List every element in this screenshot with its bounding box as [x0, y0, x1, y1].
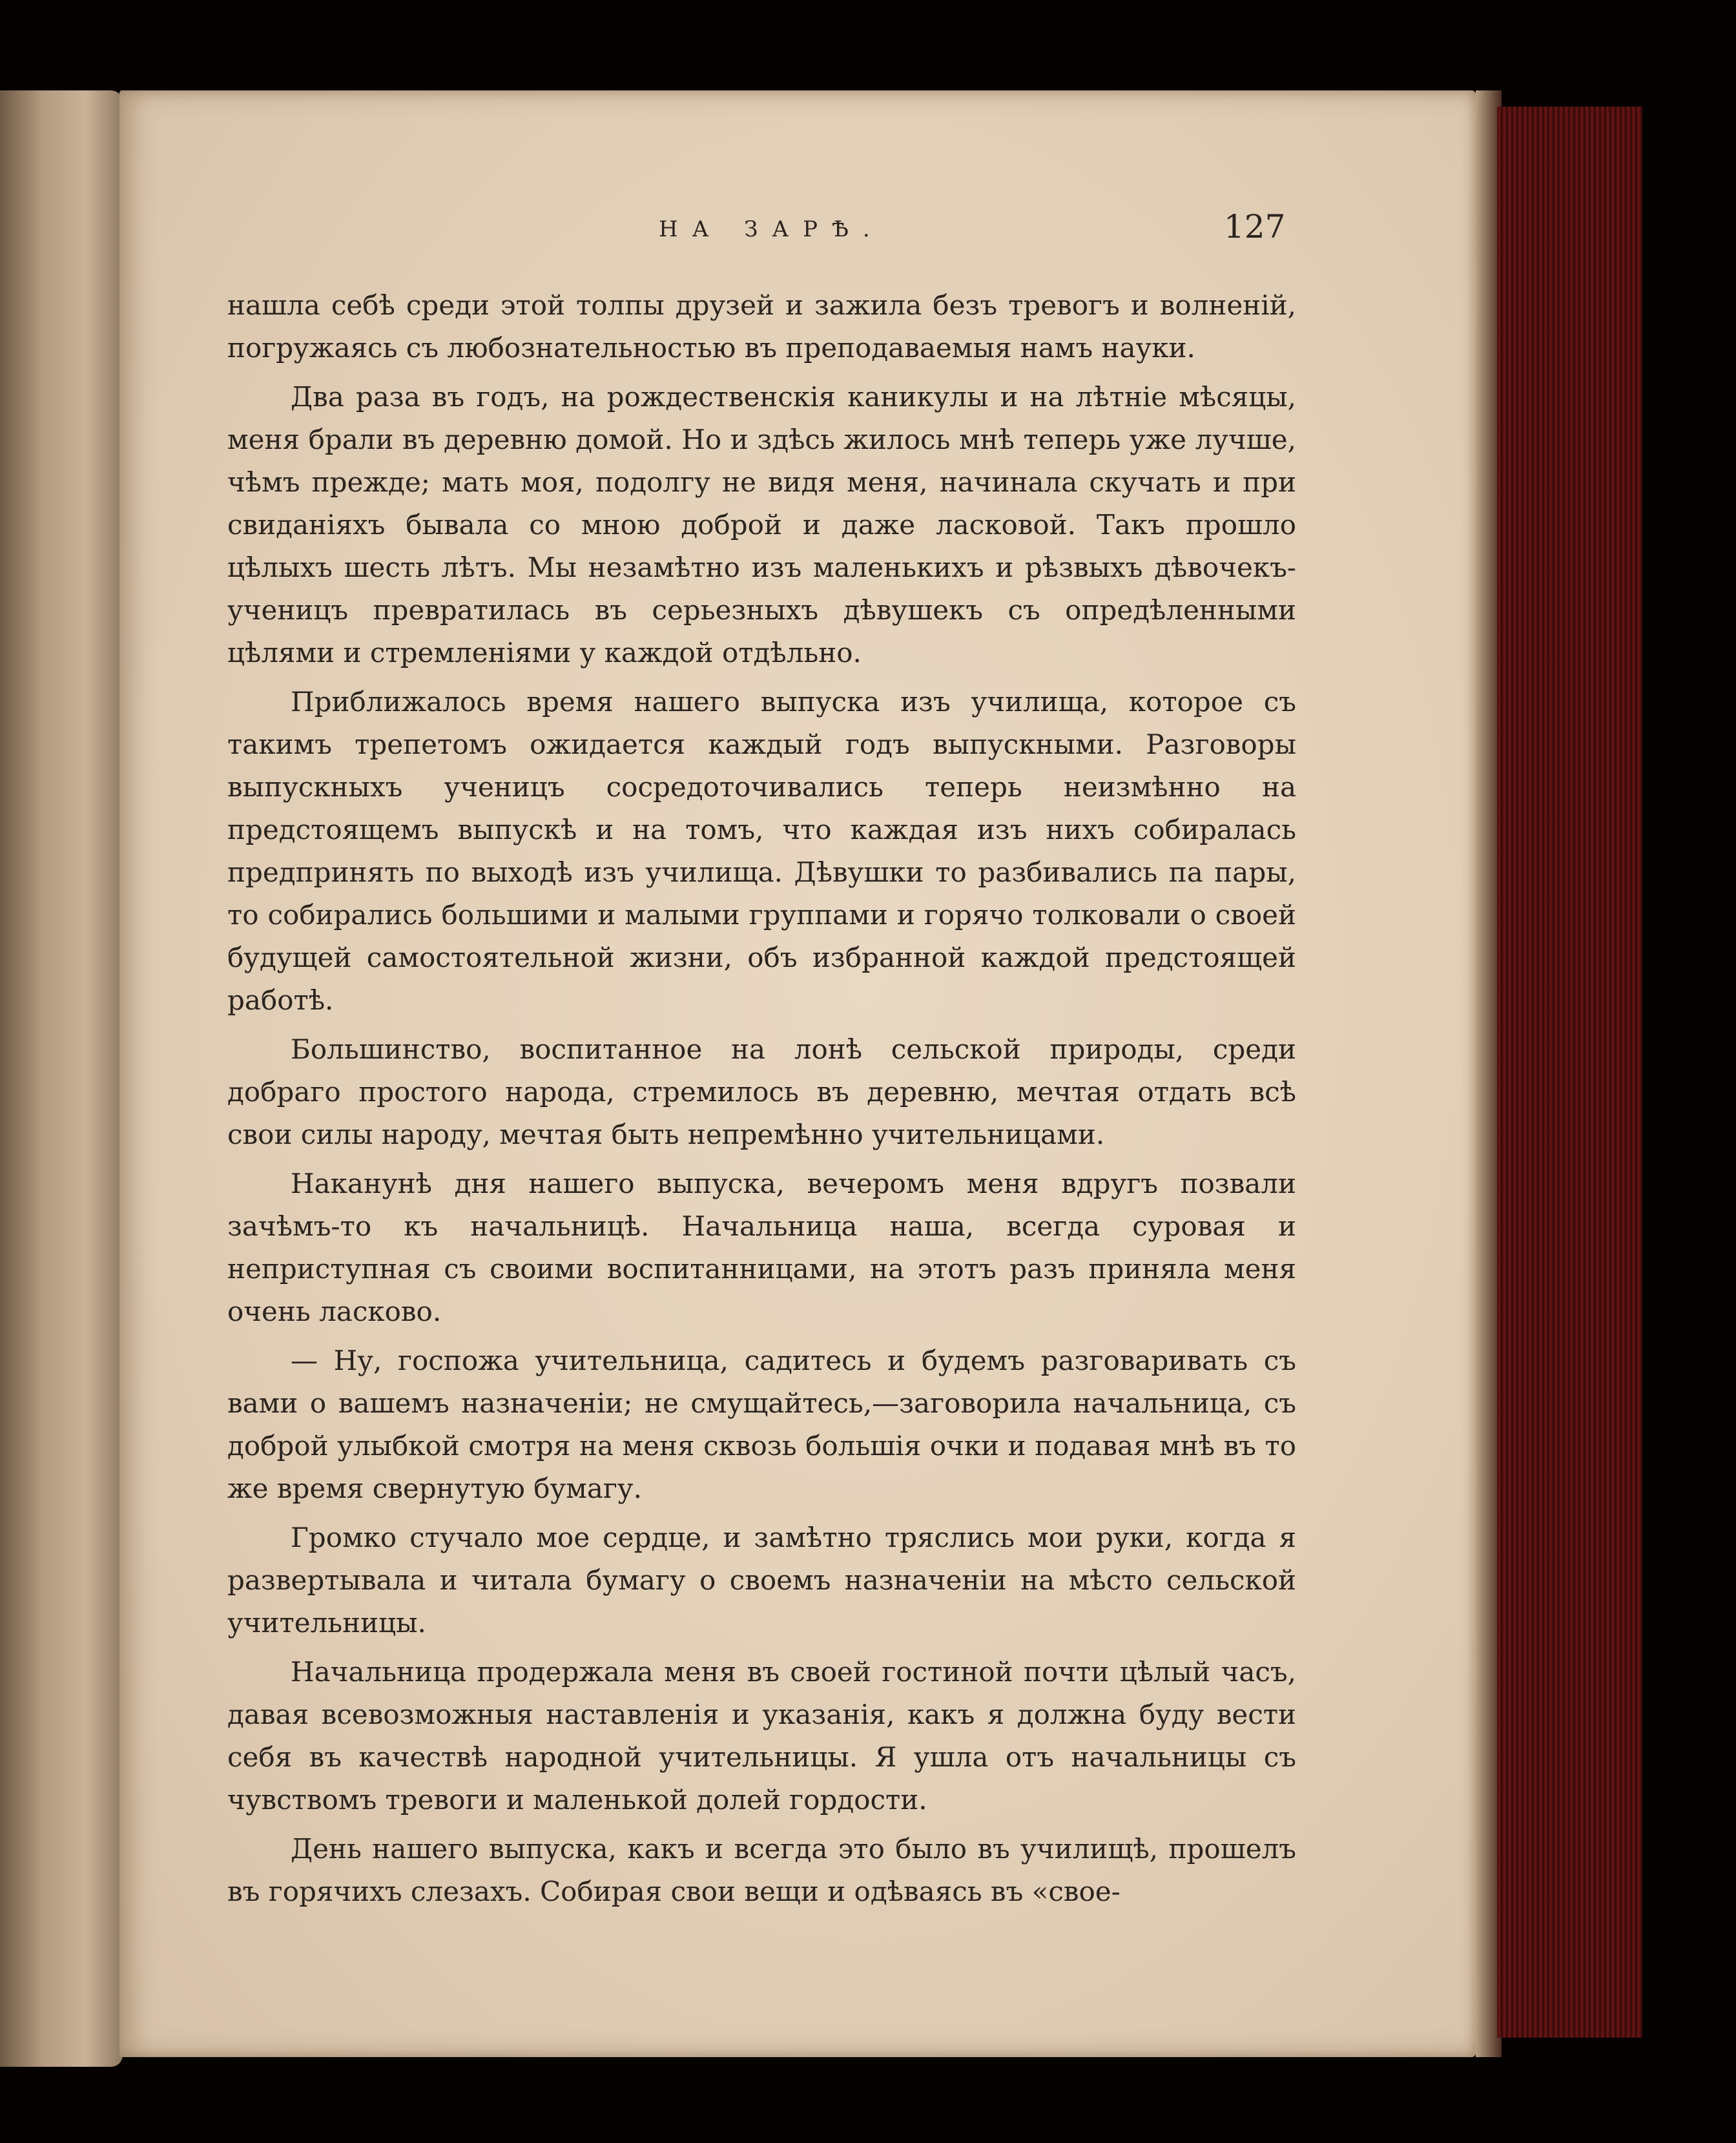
- paragraph: Начальница продержала меня въ своей гостиной почти цѣлый часъ, давая всевозможныя наставленія и указанія, какъ я должна буду вести себя въ качествѣ народной учительницы. Я ушла отъ начальницы съ чувствомъ тревоги и маленькой долей гордости.: [227, 1656, 1296, 1816]
- paragraph: Большинство, воспитанное на лонѣ сельской природы, среди добраго простого народа, стремилось въ деревню, мечтая отдать всѣ свои силы народу, мечтая быть непремѣнно учительницами.: [227, 1033, 1296, 1150]
- left-page-edge: [0, 90, 123, 2067]
- running-head: НА ЗАРѢ.: [659, 216, 884, 242]
- paragraph: Два раза въ годъ, на рождественскія каникулы и на лѣтніе мѣсяцы, меня брали въ деревню домой. Но и здѣсь жилось мнѣ теперь уже лучше, чѣмъ прежде; мать моя, подолгу не видя меня, начинала скучать и при свиданіяхъ бывала со мною доброй и даже ласковой. Такъ прошло цѣлыхъ шесть лѣтъ. Мы незамѣтно изъ маленькихъ и рѣзвыхъ дѣвочекъ-ученицъ превратилась въ серьезныхъ дѣвушекъ съ опредѣленными цѣлями и стремленіями у каждой отдѣльно.: [227, 381, 1296, 668]
- book-page-block-edge: [1497, 107, 1642, 2038]
- page-number: 127: [1224, 208, 1286, 245]
- paragraph: Приближалось время нашего выпуска изъ училища, которое съ такимъ трепетомъ ожидается каждый годъ выпускными. Разговоры выпускныхъ ученицъ сосредоточивались теперь неизмѣнно на предстоящемъ выпускѣ и на томъ, что каждая изъ нихъ собиралась предпринять по выходѣ изъ училища. Дѣвушки то разбивались па пары, то собирались большими и малыми группами и горячо толковали о своей будущей самостоятельной жизни, объ избранной каждой предстоящей работѣ.: [227, 686, 1296, 1016]
- paragraph: Громко стучало мое сердце, и замѣтно тряслись мои руки, когда я развертывала и читала бумагу о своемъ назначеніи на мѣсто сельской учительницы.: [227, 1522, 1296, 1639]
- paragraph: нашла себѣ среди этой толпы друзей и зажила безъ тревогъ и волненій, погружаясь съ любознательностью въ преподаваемыя намъ науки.: [227, 289, 1296, 364]
- paragraph: День нашего выпуска, какъ и всегда это было въ училищѣ, прошелъ въ горячихъ слезахъ. Собирая свои вещи и одѣваясь въ «свое-: [227, 1833, 1296, 1907]
- body-text: [227, 284, 1296, 1920]
- paragraph: — Ну, госпожа учительница, садитесь и будемъ разговаривать съ вами о вашемъ назначеніи; не смущайтесь,—заговорила начальница, съ доброй улыбкой смотря на меня сквозь большія очки и подавая мнѣ въ то же время свернутую бумагу.: [227, 1345, 1296, 1504]
- paragraph: Наканунѣ дня нашего выпуска, вечеромъ меня вдругъ позвали зачѣмъ-то къ начальницѣ. Начальница наша, всегда суровая и неприступная съ своими воспитанницами, на этотъ разъ приняла меня очень ласково.: [227, 1168, 1296, 1327]
